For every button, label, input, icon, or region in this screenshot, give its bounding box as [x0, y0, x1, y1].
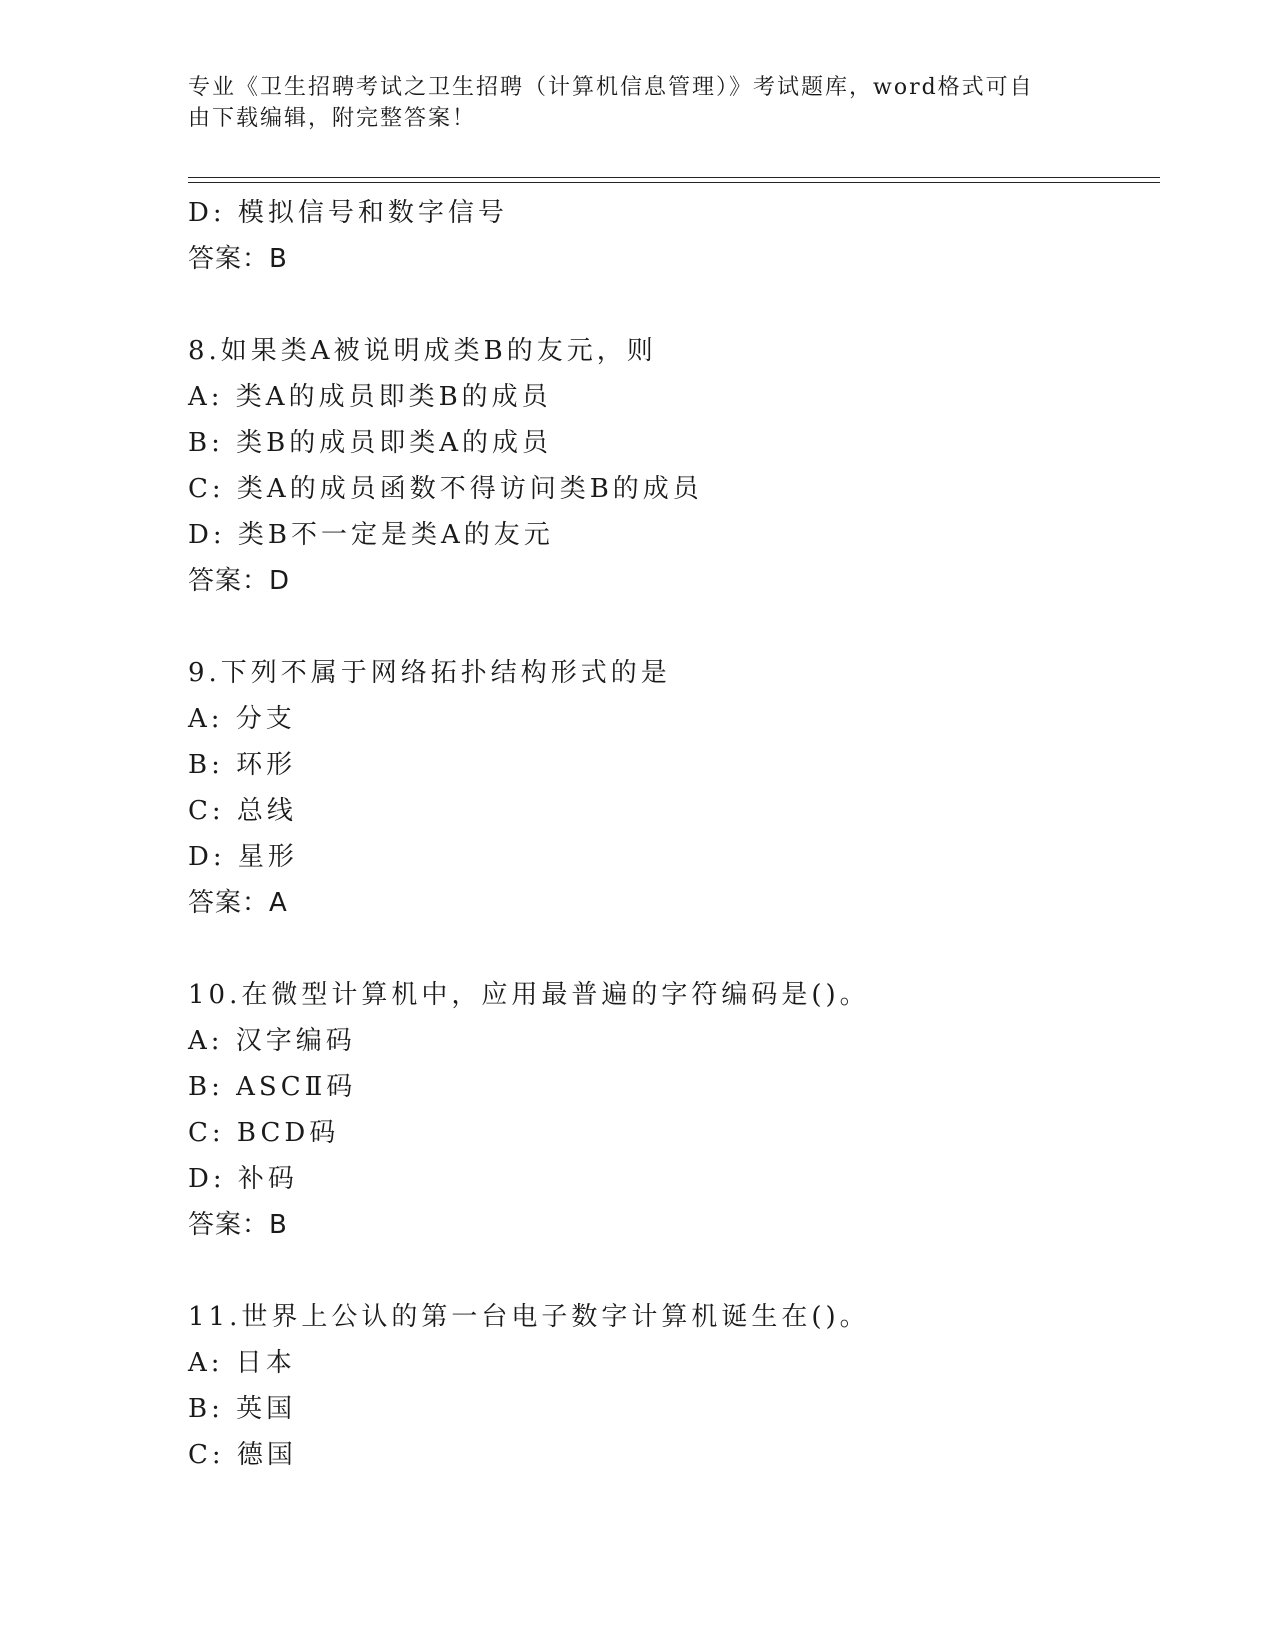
spacer	[188, 282, 1168, 328]
option-b: B: 类B的成员即类A的成员	[188, 428, 553, 458]
question-stem: 10.在微型计算机中，应用最普遍的字符编码是()。	[188, 980, 870, 1010]
answer-line: 答案：B	[188, 244, 288, 274]
answer-line: 答案：A	[188, 888, 288, 918]
option-a: A: 分支	[188, 704, 296, 734]
header-divider-bottom	[188, 182, 1160, 183]
option-c: C: 总线	[188, 796, 297, 826]
option-b: B: 环形	[188, 750, 297, 780]
answer-line: 答案：D	[188, 566, 291, 596]
spacer	[188, 926, 1168, 972]
question-stem: 11.世界上公认的第一台电子数字计算机诞生在()。	[188, 1302, 870, 1332]
spacer	[188, 1248, 1168, 1294]
option-d: D: 星形	[188, 842, 298, 872]
option-a: A: 汉字编码	[188, 1026, 356, 1056]
question-stem: 8.如果类A被说明成类B的友元，则	[188, 336, 657, 366]
option-c: C: BCD码	[188, 1118, 340, 1148]
question-10	[188, 972, 1168, 1248]
answer-line: 答案：B	[188, 1210, 288, 1240]
header-line-2: 由下载编辑，附完整答案！	[188, 106, 477, 131]
option-d: D: 类B不一定是类A的友元	[188, 520, 554, 550]
header-line-1: 专业《卫生招聘考试之卫生招聘（计算机信息管理）》考试题库，word格式可自	[188, 75, 1034, 100]
question-8	[188, 328, 1168, 604]
option-d: D: 模拟信号和数字信号	[188, 198, 508, 228]
header-divider-top	[188, 177, 1160, 178]
option-d: D: 补码	[188, 1164, 298, 1194]
question-11	[188, 1294, 1168, 1478]
spacer	[188, 604, 1168, 650]
option-b: B: ASCⅡ码	[188, 1072, 357, 1102]
question-list	[188, 190, 1168, 1478]
option-a: A: 日本	[188, 1348, 296, 1378]
document-header	[188, 72, 1078, 134]
option-a: A: 类A的成员即类B的成员	[188, 382, 552, 412]
question-9	[188, 650, 1168, 926]
question-stem: 9.下列不属于网络拓扑结构形式的是	[188, 658, 671, 688]
option-c: C: 德国	[188, 1440, 297, 1470]
option-c: C: 类A的成员函数不得访问类B的成员	[188, 474, 703, 504]
option-b: B: 英国	[188, 1394, 297, 1424]
